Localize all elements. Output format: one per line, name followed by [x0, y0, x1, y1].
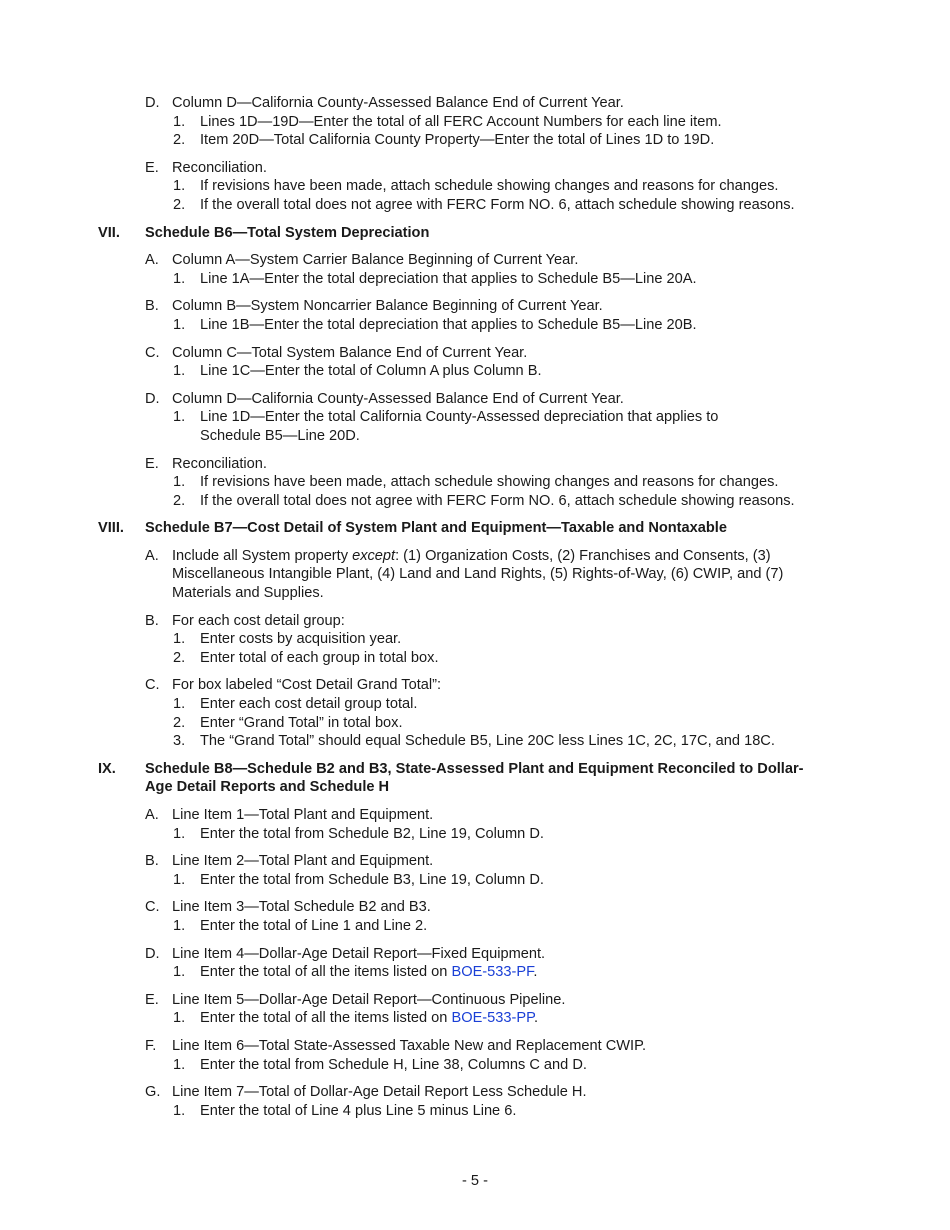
- subsection-viii-a: [145, 547, 845, 603]
- subsection-vii-b: [145, 297, 845, 334]
- item-text-fragment: Enter the total of all the items listed on: [200, 964, 452, 981]
- item-text: If the overall total does not agree with FERC Form NO. 6, attach schedule showing reasons.: [200, 492, 795, 509]
- section-numeral: VIII.: [98, 520, 124, 537]
- subsection-viii-c: [145, 676, 845, 750]
- boe-533-pf-link[interactable]: BOE-533-PF: [451, 964, 534, 981]
- section-title-line: Schedule B8—Schedule B2 and B3, State-Assessed Plant and Equipment Reconciled to Dollar-: [145, 760, 804, 777]
- heading-text: Miscellaneous Intangible Plant, (4) Land and Land Rights, (5) Rights-of-Way, (6) CWIP, and (7): [172, 566, 784, 583]
- item-text: Lines 1D—19D—Enter the total of all FERC Account Numbers for each line item.: [200, 113, 722, 130]
- item-number: 1.: [173, 696, 186, 713]
- subsection-ix-e: [145, 991, 845, 1028]
- list-item: [173, 113, 845, 132]
- subsection-ix-a: [145, 806, 845, 843]
- subsection-letter: B.: [145, 298, 159, 315]
- item-number: 2.: [173, 196, 186, 213]
- subsection-heading: Reconciliation.: [172, 455, 267, 472]
- subsection-letter: E.: [145, 455, 159, 472]
- subsection-heading: Reconciliation.: [172, 159, 267, 176]
- item-number: 1.: [173, 1102, 186, 1119]
- item-text: Enter each cost detail group total.: [200, 696, 418, 713]
- subsection-ix-b: [145, 852, 845, 889]
- item-text: [200, 963, 845, 982]
- item-number: 1.: [173, 363, 186, 380]
- list-item: [173, 825, 845, 844]
- item-number: 1.: [173, 917, 186, 934]
- item-number: 1.: [173, 964, 186, 981]
- item-number: 1.: [173, 631, 186, 648]
- list-item: [173, 316, 845, 335]
- subsection-letter: D.: [145, 390, 160, 407]
- item-text: Line 1A—Enter the total depreciation that applies to Schedule B5—Line 20A.: [200, 270, 697, 287]
- item-text: Enter the total of Line 4 plus Line 5 minus Line 6.: [200, 1102, 517, 1119]
- list-item: [173, 408, 845, 445]
- subsection-heading: [172, 547, 845, 603]
- heading-text: Include all System property: [172, 547, 353, 564]
- item-number: 1.: [173, 1010, 186, 1027]
- subsection-heading: Column A—System Carrier Balance Beginning of Current Year.: [172, 252, 579, 269]
- emphasis-text: except: [352, 547, 396, 564]
- boe-533-pp-link[interactable]: BOE-533-PP: [451, 1010, 534, 1027]
- list-item: [173, 196, 845, 215]
- section-title: [145, 760, 858, 797]
- subsection-letter: B.: [145, 612, 159, 629]
- item-number: 1.: [173, 316, 186, 333]
- item-text: [200, 1009, 845, 1028]
- item-text: Enter costs by acquisition year.: [200, 631, 402, 648]
- section-title: Schedule B6—Total System Depreciation: [145, 224, 430, 241]
- item-number: 1.: [173, 1056, 186, 1073]
- list-item: [173, 1056, 845, 1075]
- section-title: Schedule B7—Cost Detail of System Plant and Equipment—Taxable and Nontaxable: [145, 520, 727, 537]
- subsection-letter: C.: [145, 344, 160, 361]
- item-text-fragment: .: [533, 1010, 539, 1027]
- subsection-heading: Line Item 4—Dollar-Age Detail Report—Fixed Equipment.: [172, 945, 546, 962]
- subsection-letter: E.: [145, 159, 159, 176]
- subsection-letter: E.: [145, 991, 159, 1008]
- subsection-heading: Column D—California County-Assessed Balance End of Current Year.: [172, 95, 624, 111]
- list-item: [173, 917, 845, 936]
- subsection-letter: A.: [145, 547, 159, 564]
- item-text: Line 1C—Enter the total of Column A plus Column B.: [200, 363, 542, 380]
- page-number: - 5 -: [462, 1173, 488, 1189]
- item-number: 1.: [173, 113, 186, 130]
- list-item: [173, 177, 845, 196]
- section-numeral: VII.: [98, 224, 120, 241]
- subsection-heading: For each cost detail group:: [172, 612, 345, 629]
- item-text: Line 1B—Enter the total depreciation that applies to Schedule B5—Line 20B.: [200, 316, 697, 333]
- document-page: [0, 94, 950, 1129]
- item-number: 3.: [173, 733, 186, 750]
- list-item: [173, 362, 845, 381]
- item-number: 1.: [173, 871, 186, 888]
- subsection-ix-f: [145, 1037, 845, 1074]
- subsection-letter: D.: [145, 95, 160, 111]
- section-title-line: Age Detail Reports and Schedule H: [145, 779, 390, 796]
- list-item: [173, 871, 845, 890]
- heading-text: : (1) Organization Costs, (2) Franchises and Consents, (3): [395, 547, 771, 564]
- item-text: Enter “Grand Total” in total box.: [200, 714, 403, 731]
- subsection-letter: A.: [145, 252, 159, 269]
- item-text: Item 20D—Total California County Property—Enter the total of Lines 1D to 19D.: [200, 132, 715, 149]
- item-number: 1.: [173, 409, 186, 426]
- subsection-d-column-d: [145, 94, 845, 150]
- subsection-heading: Column B—System Noncarrier Balance Beginning of Current Year.: [172, 298, 603, 315]
- list-item: [173, 649, 845, 668]
- item-number: 1.: [173, 825, 186, 842]
- section-heading-vii: [98, 224, 858, 243]
- item-text: If revisions have been made, attach schedule showing changes and reasons for changes.: [200, 178, 779, 195]
- subsection-heading: Line Item 7—Total of Dollar-Age Detail Report Less Schedule H.: [172, 1084, 587, 1101]
- subsection-letter: C.: [145, 899, 160, 916]
- item-number: 2.: [173, 714, 186, 731]
- item-text: Enter the total from Schedule B3, Line 19, Column D.: [200, 871, 544, 888]
- item-text: Enter the total of Line 1 and Line 2.: [200, 917, 428, 934]
- list-item: [173, 492, 845, 511]
- subsection-ix-d: [145, 945, 845, 982]
- subsection-vii-a: [145, 251, 845, 288]
- item-number: 2.: [173, 492, 186, 509]
- subsection-vii-c: [145, 344, 845, 381]
- item-number: 1.: [173, 178, 186, 195]
- subsection-e-reconciliation: [145, 159, 845, 215]
- subsection-heading: Line Item 6—Total State-Assessed Taxable New and Replacement CWIP.: [172, 1037, 646, 1054]
- subsection-heading: Column D—California County-Assessed Balance End of Current Year.: [172, 390, 624, 407]
- item-text: Enter the total from Schedule B2, Line 19, Column D.: [200, 825, 544, 842]
- item-text: If revisions have been made, attach schedule showing changes and reasons for changes.: [200, 474, 779, 491]
- subsection-heading: For box labeled “Cost Detail Grand Total”:: [172, 677, 442, 694]
- section-numeral: IX.: [98, 760, 116, 777]
- subsection-letter: A.: [145, 807, 159, 823]
- section-heading-ix: [98, 760, 858, 797]
- item-number: 2.: [173, 649, 186, 666]
- subsection-letter: F.: [145, 1037, 157, 1054]
- list-item: [173, 1102, 845, 1121]
- subsection-ix-g: [145, 1083, 845, 1120]
- list-item: [173, 732, 845, 751]
- subsection-heading: Line Item 5—Dollar-Age Detail Report—Continuous Pipeline.: [172, 991, 566, 1008]
- list-item: [173, 1009, 845, 1028]
- subsection-viii-b: [145, 612, 845, 668]
- item-text: If the overall total does not agree with FERC Form NO. 6, attach schedule showing reasons.: [200, 196, 795, 213]
- subsection-letter: G.: [145, 1084, 161, 1101]
- subsection-heading: Line Item 1—Total Plant and Equipment.: [172, 807, 434, 823]
- subsection-heading: Line Item 3—Total Schedule B2 and B3.: [172, 899, 431, 916]
- list-item: [173, 695, 845, 714]
- item-number: 1.: [173, 474, 186, 491]
- item-text-line: Schedule B5—Line 20D.: [200, 427, 360, 444]
- item-text: Enter the total from Schedule H, Line 38, Columns C and D.: [200, 1056, 587, 1073]
- item-text: The “Grand Total” should equal Schedule B5, Line 20C less Lines 1C, 2C, 17C, and 18C.: [200, 733, 775, 750]
- item-text-fragment: .: [533, 964, 538, 981]
- subsection-heading: Line Item 2—Total Plant and Equipment.: [172, 853, 434, 870]
- list-item: [173, 131, 845, 150]
- item-number: 2.: [173, 132, 186, 149]
- list-item: [173, 473, 845, 492]
- subsection-letter: B.: [145, 853, 159, 870]
- item-text: Enter total of each group in total box.: [200, 649, 439, 666]
- section-heading-viii: [98, 519, 858, 538]
- heading-text: Materials and Supplies.: [172, 585, 324, 602]
- item-number: 1.: [173, 270, 186, 287]
- item-text: [200, 408, 845, 445]
- subsection-letter: D.: [145, 945, 160, 962]
- list-item: [173, 963, 845, 982]
- subsection-heading: Column C—Total System Balance End of Current Year.: [172, 344, 528, 361]
- list-item: [173, 630, 845, 649]
- list-item: [173, 270, 845, 289]
- list-item: [173, 714, 845, 733]
- item-text-line: Line 1D—Enter the total California County-Assessed depreciation that applies to: [200, 409, 719, 426]
- subsection-ix-c: [145, 898, 845, 935]
- subsection-letter: C.: [145, 677, 160, 694]
- subsection-vii-e: [145, 455, 845, 511]
- item-text-fragment: Enter the total of all the items listed on: [200, 1010, 452, 1027]
- subsection-vii-d: [145, 390, 845, 446]
